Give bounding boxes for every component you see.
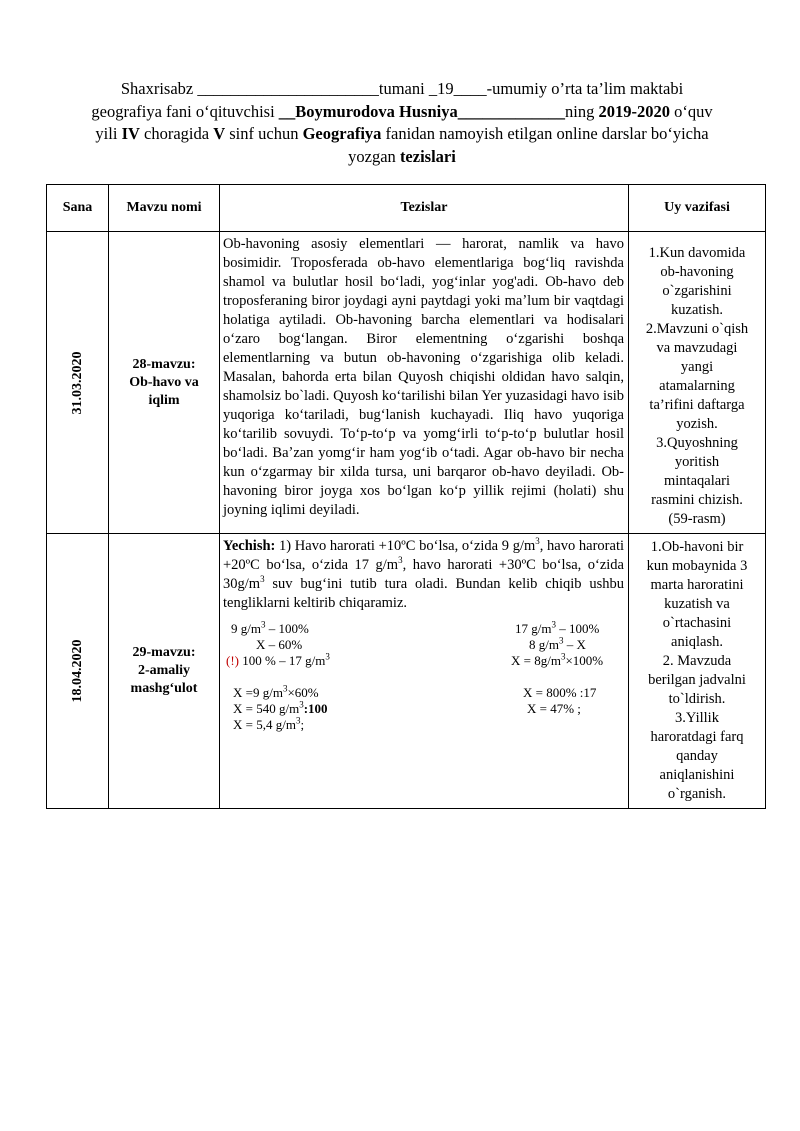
solution-text: , havo harorati +20ºC boʻlsa, oʻzida 17 g/m (223, 538, 625, 573)
table-row (47, 232, 766, 534)
homework-line: marta haroratini (650, 577, 744, 593)
table-header-row (47, 185, 766, 232)
heading-text: fanidan namoyish etilgan online darslar boʻyicha (381, 124, 709, 143)
header-topic: Mavzu nomi (109, 185, 220, 232)
thesis-cell (220, 232, 629, 534)
homework-line: o`zgarishini (662, 283, 732, 299)
heading-text: oʻquv (669, 101, 713, 121)
homework-line: kuzatish va (664, 596, 730, 612)
homework-line: kuzatish. (671, 302, 723, 318)
theses-table (46, 184, 766, 809)
homework-line: 3.Yillik (675, 710, 719, 726)
homework-line: o`rtachasini (662, 615, 732, 631)
grade: V (213, 124, 226, 143)
topic-cell (109, 232, 220, 534)
homework-line: yozish. (676, 416, 718, 432)
topic-number: 28-mavzu: (132, 356, 196, 372)
quarter: IV (121, 124, 140, 143)
heading-text: -umumiy o’rta ta’lim maktabi (486, 79, 684, 98)
academic-year: 2019-2020 (598, 101, 670, 121)
solution-label: Yechish: (223, 538, 276, 554)
equation-right-5: X = 47% ; (527, 701, 581, 716)
superscript: 3 (535, 536, 540, 547)
heading-theses: tezislari (399, 146, 456, 166)
topic-number: 29-mavzu: (132, 645, 196, 660)
lesson-date: 31.03.2020 (69, 351, 85, 414)
homework-line: 1.Ob-havoni bir (650, 539, 744, 555)
topic-cell (109, 534, 220, 809)
heading-text: ning (565, 101, 599, 121)
equation-right-2: 8 $g/m^3$ – X (529, 635, 586, 652)
homework-cell (629, 534, 766, 809)
teacher-name: __Boymurodova Husniya_____________ (278, 101, 565, 121)
homework-line: ta’rifini daftarga (649, 397, 745, 413)
equation-left-5: X = 540 $g/m^3:100$ (233, 699, 328, 716)
homework-line: (59-rasm) (668, 511, 726, 527)
thesis-text: Ob-havoning asosiy elementlari — harorat, namlik va havo bosimidir. Troposferada ob-havo elementlariga bogʻliq ravishda shamol va bulutlar hosil boʻladi, yogʻinlar yog'adi. Ob-havo deb troposferaning biror joydagi ayni paytdagi yoki maʼlum bir vaqtdagi holatiga aytiladi. Ob-havoning barcha elementlari va hodisalari oʻzaro bogʻlangan. Biror elementning oʻzgarishi boshqa elementlarning va butun ob-havoning oʻzgarishiga olib keladi. Masalan, bahorda erta bilan Quyosh chiqishi oldidan havo salqin, shamolsiz bo`ladi. Quyosh koʻtarilishi bilan Yer yuzasidagi havo isib yuqoriga koʻtariladi, bugʻlanish kuchayadi. Iliq havo yuqoriga koʻtarilib sovuydi. Toʻp-toʻp va yomgʻirli toʻp-toʻp bulutlar hosil boʻladi. Baʼzan yomgʻir ham yogʻib oʻtadi. Agar ob-havo bir necha kun oʻzgarmay bir xilda tursa, uni barqaror ob-havo deyiladi. Ob-havoning biror joyga xos boʻlgan koʻp yillik rejimi (holati) shu joyning iqlimi deyiladi. (223, 236, 624, 518)
topic-title: Ob-havo va (129, 374, 199, 390)
topic-title: iqlim (148, 392, 180, 408)
equation-right-1: 17 $g/m^3 - 100\%$ (515, 619, 600, 636)
equation-left-2: X – 60% (256, 637, 303, 652)
document-heading (44, 78, 760, 168)
homework-line: ob-havoning (660, 264, 734, 280)
homework-line: 3.Quyoshning (656, 435, 738, 451)
date-cell (47, 534, 109, 809)
topic-title: 2-amaliy (137, 663, 191, 678)
solution-text: suv bugʻini tutib tura oladi. Bundan kelib chiqib ushbu tengliklarni keltirib chiqaramiz. (223, 576, 624, 611)
heading-line-1 (44, 78, 760, 101)
equation-right-4: X = 800% :17 (523, 685, 597, 700)
topic-title: mashgʻulot (130, 681, 198, 696)
homework-line: aniqlanishini (659, 767, 735, 783)
heading-text: yili (95, 124, 122, 143)
homework-line: aniqlash. (671, 634, 723, 650)
homework-line: 1.Kun davomida (648, 245, 746, 261)
homework-line: to`ldirish. (668, 691, 726, 707)
heading-text: geografiya fani oʻqituvchisi (91, 101, 279, 121)
equation-left-6: X = 5,4 $g/m^3$; (233, 715, 305, 732)
equation-left-3: (!) 100 % – 17 $g/m^3$ (226, 651, 330, 668)
district-blank: ______________________ (197, 79, 379, 98)
equation-right-3: $X = 8g/m^3\times 100\%$ (511, 651, 604, 668)
heading-text: sinf uchun (225, 124, 303, 143)
heading-text: yozgan (348, 146, 400, 166)
homework-line: yoritish (674, 454, 720, 470)
solution-text: , havo harorati +30ºC boʻlsa, oʻzida 30g/m (223, 557, 624, 592)
heading-line-2 (44, 101, 760, 124)
heading-text: tumani _19 (378, 79, 454, 98)
homework-line: rasmini chizish. (651, 492, 743, 508)
school-blank: ____ (453, 79, 487, 98)
heading-line-4 (44, 146, 760, 169)
homework-line: va mavzudagi (656, 340, 738, 356)
homework-line: o`rganish. (667, 786, 727, 802)
heading-line-3 (44, 123, 760, 146)
warning-mark: (!) (226, 653, 239, 668)
lesson-date: 18.04.2020 (69, 639, 85, 703)
equations (223, 621, 624, 771)
header-homework: Uy vazifasi (629, 185, 766, 232)
header-theses: Tezislar (220, 185, 629, 232)
equation-left-1: 9 $g/m^3 - 100\%$ (231, 619, 309, 636)
superscript: 3 (398, 555, 403, 566)
heading-text: choragida (139, 124, 214, 143)
table-row (47, 534, 766, 809)
heading-text: Shaxrisabz (120, 79, 198, 98)
homework-line: haroratdagi farq (650, 729, 744, 745)
solution-cell (220, 534, 629, 809)
homework-line: kun mobaynida 3 (646, 558, 748, 574)
solution-text: 1) Havo harorati +10ºC boʻlsa, oʻzida 9 g/m (275, 538, 536, 554)
homework-line: berilgan jadvalni (648, 672, 746, 688)
homework-cell (629, 232, 766, 534)
date-cell (47, 232, 109, 534)
homework-line: mintaqalari (663, 473, 731, 489)
homework-line: yangi (680, 359, 714, 375)
superscript: 3 (260, 574, 265, 585)
homework-line: qanday (676, 748, 718, 764)
homework-line: 2.Mavzuni o`qish (645, 321, 749, 337)
subject: Geografiya (302, 124, 382, 143)
homework-line: atamalarning (659, 378, 735, 394)
solution-paragraph (223, 537, 624, 613)
header-date: Sana (47, 185, 109, 232)
homework-line: 2. Mavzuda (662, 653, 732, 669)
equation-left-4: X =9 $g/m^3\times 60\%$ (233, 683, 319, 700)
